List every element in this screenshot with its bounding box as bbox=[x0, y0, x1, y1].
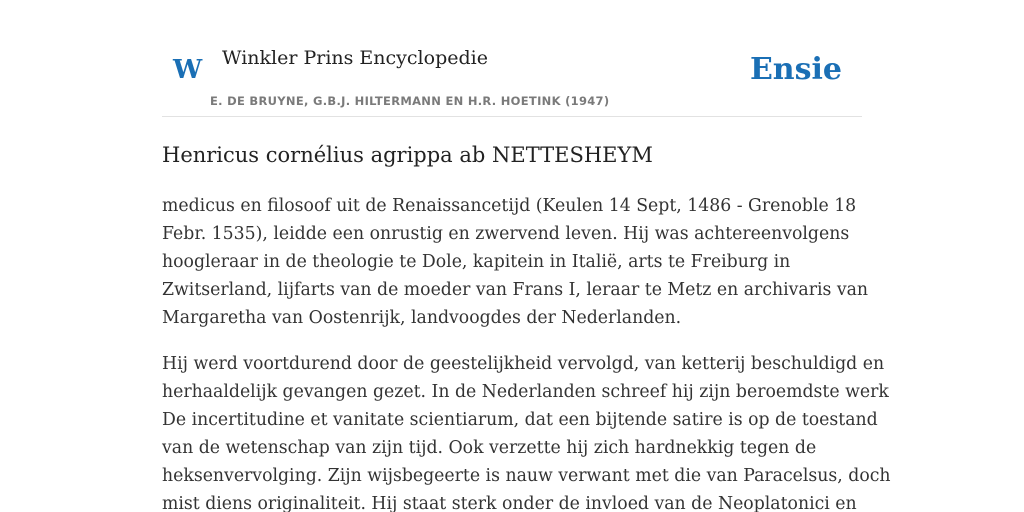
article-body bbox=[162, 192, 891, 512]
paragraph-line: Febr. 1535), leidde een onrustig en zwervend leven. Hij was achtereenvolgens bbox=[162, 224, 850, 244]
paragraph-line: herhaaldelijk gevangen gezet. In de Nederlanden schreef hij zijn beroemdste werk bbox=[162, 382, 889, 402]
publication-authors: E. DE BRUYNE, G.B.J. HILTERMANN EN H.R. HOETINK (1947) bbox=[210, 94, 610, 108]
publication-title[interactable]: Winkler Prins Encyclopedie bbox=[222, 47, 488, 69]
article-paragraph bbox=[162, 350, 891, 512]
paragraph-line: hoogleraar in de theologie te Dole, kapitein in Italië, arts te Freiburg in bbox=[162, 252, 791, 272]
paragraph-line: heksenvervolging. Zijn wijsbegeerte is nauw verwant met die van Paracelsus, doch bbox=[162, 466, 891, 486]
paragraph-line: medicus en filosoof uit de Renaissancetijd (Keulen 14 Sept, 1486 - Grenoble 18 bbox=[162, 196, 857, 216]
article-paragraph bbox=[162, 192, 869, 332]
publication-logo[interactable]: W bbox=[173, 55, 203, 85]
paragraph-line: De incertitudine et vanitate scientiarum, dat een bijtende satire is op de toestand bbox=[162, 410, 878, 430]
paragraph-line: Zwitserland, lijfarts van de moeder van Frans I, leraar te Metz en archivaris van bbox=[162, 280, 869, 300]
paragraph-line: mist diens originaliteit. Hij staat sterk onder de invloed van de Neoplatonici en bbox=[162, 494, 857, 512]
paragraph-line: Hij werd voortdurend door de geestelijkheid vervolgd, van ketterij beschuldigd en bbox=[162, 354, 885, 374]
header bbox=[162, 0, 862, 117]
paragraph-line: Margaretha van Oostenrijk, landvoogdes der Nederlanden. bbox=[162, 308, 682, 328]
brand-logo[interactable]: Ensie bbox=[749, 52, 842, 87]
paragraph-line: van de wetenschap van zijn tijd. Ook verzette hij zich hardnekkig tegen de bbox=[162, 438, 817, 458]
article-title: Henricus cornélius agrippa ab NETTESHEYM bbox=[162, 143, 653, 167]
